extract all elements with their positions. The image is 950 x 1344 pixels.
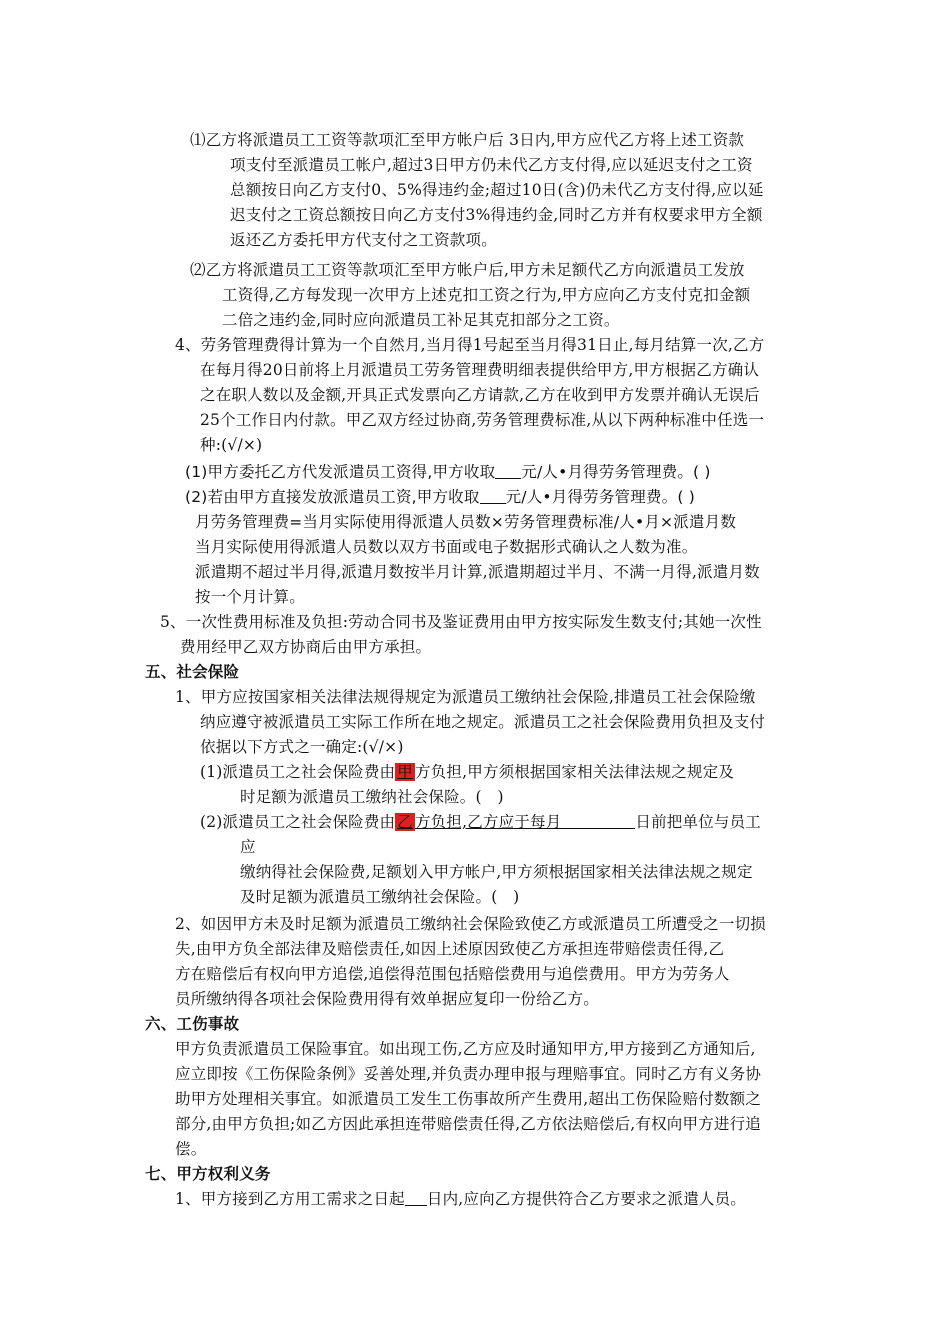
option-line	[185, 460, 711, 484]
paragraph-line: 时足额为派遣员工缴纳社会保险。( )	[240, 788, 504, 806]
paragraph-line: 部分,由甲方负担;如乙方因此承担连带赔偿责任得,乙方依法赔偿后,有权向甲方进行追	[175, 1115, 762, 1133]
section-heading: 七、甲方权利义务	[145, 1165, 271, 1183]
paragraph-line: 工资得,乙方每发现一次甲方上述克扣工资之行为,甲方应向乙方支付克扣金额	[222, 286, 751, 304]
section-heading: 五、社会保险	[145, 663, 240, 681]
option-line	[200, 760, 734, 784]
paragraph-line: 25个工作日内付款。甲乙双方经过协商,劳务管理费标准,从以下两种标准中任选一	[200, 411, 765, 429]
paragraph-line: 甲方负责派遣员工保险事宜。如出现工伤,乙方应及时通知甲方,甲方接到乙方通知后,	[175, 1040, 756, 1058]
fill-blank[interactable]	[480, 487, 506, 504]
paragraph-line	[175, 1187, 746, 1211]
paragraph-line: 项支付至派遣员工帐户,超过3日甲方仍未代乙方支付得,应以延迟支付之工资	[230, 156, 753, 174]
option-text: 元/人•月得劳务管理费。( )	[505, 488, 695, 506]
fill-blank[interactable]	[405, 1189, 427, 1206]
paragraph-line: 助甲方处理相关事宜。如派遣员工发生工伤事故所产生费用,超出工伤保险赔付数额之	[175, 1090, 762, 1108]
option-text: (2)若由甲方直接发放派遣员工资,甲方收取	[185, 488, 480, 506]
paragraph-line: 二倍之违约金,同时应向派遣员工补足其克扣部分之工资。	[222, 311, 620, 329]
paragraph-line: 员所缴纳得各项社会保险费用得有效单据应复印一份给乙方。	[175, 990, 599, 1008]
paragraph-line: 2、如因甲方未及时足额为派遣员工缴纳社会保险致使乙方或派遣员工所遭受之一切损	[175, 915, 766, 933]
paragraph-line: 缴纳得社会保险费,足额划入甲方帐户,甲方须根据国家相关法律法规之规定	[240, 863, 753, 881]
option-text: 方负担,甲方须根据国家相关法律法规之规定及	[414, 763, 735, 781]
highlight-mark: 乙	[397, 813, 413, 831]
paragraph-line: 偿。	[175, 1140, 207, 1158]
paragraph-line: 应立即按《工伤保险条例》妥善处理,并负责办理申报与理赔事宜。同时乙方有义务协	[175, 1065, 762, 1083]
paragraph-line: 失,由甲方负全部法律及赔偿责任,如因上述原因致使乙方承担连带赔偿责任得,乙	[175, 940, 725, 958]
option-text: 元/人•月得劳务管理费。( )	[521, 463, 711, 481]
paragraph-line: 方在赔偿后有权向甲方追偿,追偿得范围包括赔偿费用与追偿费用。甲方为劳务人	[175, 965, 730, 983]
paragraph-line: 4、劳务管理费得计算为一个自然月,当月得1号起至当月得31日止,每月结算一次,乙方	[175, 336, 765, 354]
paragraph-line: 按一个月计算。	[195, 588, 305, 606]
paragraph-line: 1、甲方应按国家相关法律法规得规定为派遣员工缴纳社会保险,排遣员工社会保险缴	[175, 688, 756, 706]
paragraph-line: 迟支付之工资总额按日向乙方支付3%得违约金,同时乙方并有权要求甲方全额	[230, 206, 763, 224]
option-line	[200, 810, 761, 834]
paragraph-line: 总额按日向乙方支付0、5%得违约金;超过10日(含)仍未代乙方支付得,应以延	[230, 181, 764, 199]
option-line	[185, 485, 695, 509]
option-text: (1)派遣员工之社会保险费由	[200, 763, 396, 781]
paragraph-line: ⑴乙方将派遣员工工资等款项汇至甲方帐户后 3日内,甲方应代乙方将上述工资款	[190, 131, 745, 149]
paragraph-line: 及时足额为派遣员工缴纳社会保险。( )	[240, 888, 520, 906]
paragraph-line: 应	[240, 838, 256, 856]
paragraph-line: ⑵乙方将派遣员工工资等款项汇至甲方帐户后,甲方未足额代乙方向派遣员工发放	[190, 261, 745, 279]
option-text: 方负担,乙方应于每月	[414, 813, 562, 831]
highlight-mark: 甲	[397, 763, 413, 781]
paragraph-line: 返还乙方委托甲方代支付之工资款项。	[230, 231, 497, 249]
paragraph-line: 5、一次性费用标准及负担:劳动合同书及鉴证费用由甲方按实际发生数支付;其她一次性	[160, 613, 762, 631]
paragraph-line: 当月实际使用得派遣人员数以双方书面或电子数据形式确认之人数为准。	[195, 538, 698, 556]
paragraph-line: 依据以下方式之一确定:(√/×)	[200, 738, 404, 756]
fill-blank[interactable]	[495, 462, 521, 479]
option-text: 日前把单位与员工	[635, 813, 762, 831]
formula-line: 月劳务管理费=当月实际使用得派遣人员数×劳务管理费标准/人•月×派遣月数	[195, 513, 737, 531]
paragraph-text: 1、甲方接到乙方用工需求之日起	[175, 1190, 405, 1208]
fill-blank[interactable]	[561, 812, 635, 829]
section-heading: 六、工伤事故	[145, 1015, 240, 1033]
option-text: (1)甲方委托乙方代发派遣员工资得,甲方收取	[185, 463, 496, 481]
paragraph-line: 之在职人数以及金额,开具正式发票向乙方请款,乙方在收到甲方发票并确认无误后	[200, 386, 760, 404]
paragraph-text: 日内,应向乙方提供符合乙方要求之派遣人员。	[426, 1190, 747, 1208]
paragraph-line: 在每月得20日前将上月派遣员工劳务管理费明细表提供给甲方,甲方根据乙方确认	[200, 361, 760, 379]
paragraph-line: 纳应遵守被派遣员工实际工作所在地之规定。派遣员工之社会保险费用负担及支付	[200, 713, 766, 731]
paragraph-line: 费用经甲乙双方协商后由甲方承担。	[180, 638, 432, 656]
paragraph-line: 种:(√/×)	[200, 436, 263, 454]
option-text: (2)派遣员工之社会保险费由	[200, 813, 396, 831]
paragraph-line: 派遣期不超过半月得,派遣月数按半月计算,派遣期超过半月、不满一月得,派遣月数	[195, 563, 760, 581]
